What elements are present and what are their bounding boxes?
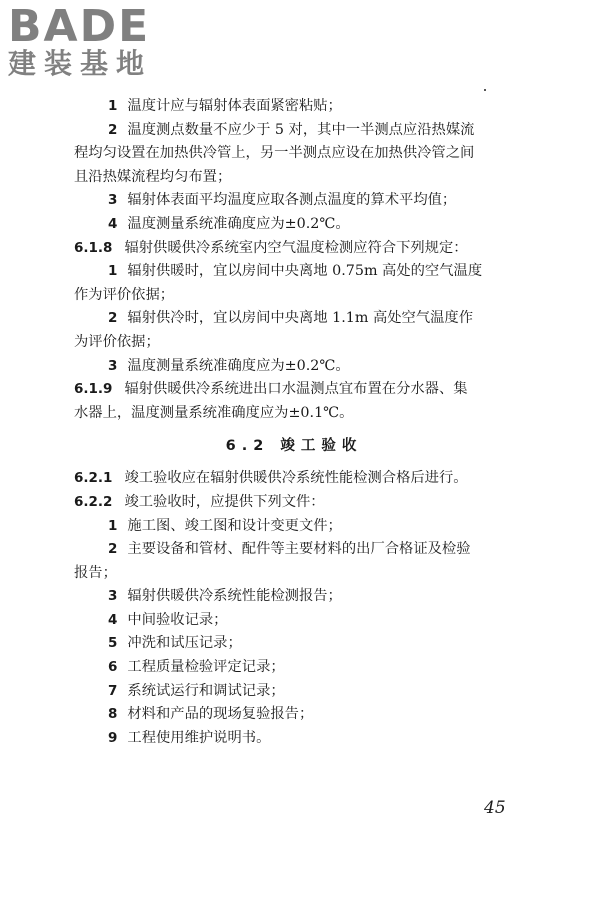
line-text: 作为评价依据； xyxy=(74,286,175,303)
line-text: 温度计应与辐射体表面紧密粘贴； xyxy=(127,98,342,114)
item-number: 4 xyxy=(108,215,118,232)
text-line xyxy=(74,585,514,609)
text-line xyxy=(74,142,514,166)
clause-number: 6.1.8 xyxy=(74,239,113,256)
item-number: 2 xyxy=(108,121,118,138)
section-6-1-continued xyxy=(74,95,514,425)
line-text: 且沿热媒流程均匀布置； xyxy=(74,168,232,185)
line-text: 竣工验收应在辐射供暖供冷系统性能检测合格后进行。 xyxy=(124,470,468,487)
section-heading: 6.2 竣工验收 xyxy=(225,438,363,455)
text-line xyxy=(74,260,514,284)
line-text: 系统试运行和调试记录； xyxy=(127,682,285,699)
line-text: 为评价依据； xyxy=(74,333,160,350)
text-line xyxy=(74,538,514,562)
text-line xyxy=(74,562,514,586)
item-number: 2 xyxy=(108,541,118,558)
line-text: 中间验收记录； xyxy=(127,611,228,628)
clause-line xyxy=(74,491,514,515)
item-number: 3 xyxy=(108,192,118,209)
line-text: 报告； xyxy=(74,564,117,581)
text-line xyxy=(74,680,514,704)
item-number: 8 xyxy=(108,706,118,723)
line-text: 辐射供暖时，宜以房间中央离地 0.75m 高处的空气温度 xyxy=(127,263,483,280)
line-text: 施工图、竣工图和设计变更文件； xyxy=(127,517,342,534)
text-line xyxy=(74,355,514,379)
clause-number: 6.1.9 xyxy=(74,381,113,398)
text-line xyxy=(74,284,514,308)
stray-mark xyxy=(484,89,486,91)
logo-wordmark: BADE xyxy=(8,1,151,52)
page-body xyxy=(74,95,514,750)
item-number: 3 xyxy=(108,588,118,605)
text-line xyxy=(74,307,514,331)
item-number: 6 xyxy=(108,659,118,676)
line-text: 主要设备和管材、配件等主要材料的出厂合格证及检验 xyxy=(127,541,471,558)
clause-line xyxy=(74,467,514,491)
line-text: 辐射体表面平均温度应取各测点温度的算术平均值； xyxy=(127,192,457,209)
item-number: 2 xyxy=(108,310,118,327)
text-line xyxy=(74,402,514,426)
text-line xyxy=(74,166,514,190)
logo-chinese-text: 建装基地 xyxy=(8,47,153,80)
line-text: 工程使用维护说明书。 xyxy=(127,729,271,746)
item-number: 4 xyxy=(108,611,118,628)
text-line xyxy=(74,189,514,213)
line-text: 辐射供冷时，宜以房间中央离地 1.1m 高处空气温度作 xyxy=(127,310,474,327)
text-line xyxy=(74,213,514,237)
text-line xyxy=(74,656,514,680)
line-text: 工程质量检验评定记录； xyxy=(127,659,285,676)
line-text: 辐射供暖供冷系统进出口水温测点宜布置在分水器、集 xyxy=(124,381,468,398)
item-number: 5 xyxy=(108,635,118,652)
item-number: 1 xyxy=(108,517,118,534)
line-text: 程均匀设置在加热供冷管上，另一半测点应设在加热供冷管之间 xyxy=(74,145,475,162)
text-line xyxy=(74,515,514,539)
line-text: 温度测量系统准确度应为±0.2℃。 xyxy=(127,357,350,374)
text-line xyxy=(74,703,514,727)
line-text: 材料和产品的现场复验报告； xyxy=(127,706,314,723)
item-number: 1 xyxy=(108,263,118,280)
item-number: 3 xyxy=(108,357,118,374)
line-text: 温度测点数量不应少于 5 对，其中一半测点应沿热媒流 xyxy=(127,121,475,138)
line-text: 辐射供暖供冷系统室内空气温度检测应符合下列规定： xyxy=(124,239,468,256)
text-line xyxy=(74,95,514,119)
line-text: 水器上，温度测量系统准确度应为±0.1℃。 xyxy=(74,404,354,421)
item-number: 7 xyxy=(108,682,118,699)
clause-line xyxy=(74,378,514,402)
clause-number: 6.2.2 xyxy=(74,493,113,510)
line-text: 温度测量系统准确度应为±0.2℃。 xyxy=(127,215,350,232)
section-6-2 xyxy=(74,467,514,750)
text-line xyxy=(74,632,514,656)
text-line xyxy=(74,609,514,633)
text-line xyxy=(74,331,514,355)
logo xyxy=(8,1,178,80)
item-number: 1 xyxy=(108,98,118,114)
line-text: 竣工验收时，应提供下列文件： xyxy=(124,493,325,510)
text-line xyxy=(74,119,514,143)
item-number: 9 xyxy=(108,729,118,746)
clause-number: 6.2.1 xyxy=(74,470,113,487)
page-number: 45 xyxy=(484,798,506,818)
line-text: 冲洗和试压记录； xyxy=(127,635,242,652)
line-text: 辐射供暖供冷系统性能检测报告； xyxy=(127,588,342,605)
clause-line xyxy=(74,237,514,261)
text-line xyxy=(74,727,514,751)
